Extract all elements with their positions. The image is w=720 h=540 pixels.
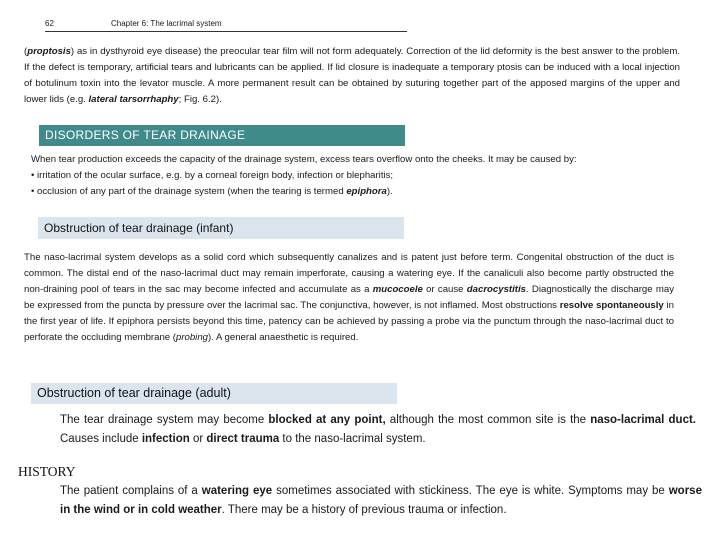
adult-text: although the most common site is the <box>385 414 591 426</box>
resolve-term: resolve spontaneously <box>559 300 664 311</box>
dacrocystitis-term: dacrocystitis <box>466 284 526 295</box>
infant-text: ). A general anaesthetic is required. <box>208 332 359 343</box>
drainage-intro-line: When tear production exceeds the capacity of the drainage system, excess tears overflow onto the cheeks. It may be caused by: <box>31 154 577 165</box>
bullet-text: • occlusion of any part of the drainage system (when the tearing is termed <box>31 186 347 197</box>
adult-paragraph <box>60 411 696 449</box>
epiphora-term: epiphora <box>346 186 387 197</box>
subheading-infant: Obstruction of tear drainage (infant) <box>38 217 404 239</box>
adult-text: to the naso-lacrimal system. <box>279 433 426 445</box>
proptosis-term: proptosis <box>27 46 71 57</box>
drainage-intro <box>31 152 691 200</box>
bullet-occlusion <box>31 184 691 200</box>
adult-text: Causes include <box>60 433 142 445</box>
intro-text: ( <box>24 46 28 57</box>
tarsorrhaphy-term: lateral tarsorrhaphy <box>88 94 179 105</box>
running-head <box>45 18 407 32</box>
history-text: The patient complains of a <box>60 485 202 497</box>
section-heading-disorders: DISORDERS OF TEAR DRAINAGE <box>39 125 405 146</box>
infant-text: . Diagnostically the discharge may be expressed from the puncta by pressure over the lacrimal sac. The conjunctiva, however, is not inflamed. Most obstructions <box>24 284 674 311</box>
history-heading: HISTORY <box>18 464 76 479</box>
infant-text: The naso-lacrimal system develops as a solid cord which subsequently canalizes and is patent just before term. Congenital obstruction of the duct is common. The distal end of the naso-lacrimal duct may remain imperforate, causing a watering eye. If the canaliculi also become partly obstructed the non-draining pool of tears in the sac may become infected and accumulate as a <box>24 252 674 295</box>
intro-text: ) as in dysthyroid eye disease) the preocular tear film will not form adequately. Correction of the lid deformity is the best answer to the problem. If the defect is temporary, artificial tears and lubricants can be applied. If lid closure is inadequate a temporary ptosis can be induced with a local injection of botulinum toxin into the levator muscle. A more permanent result can be obtained by suturing together part of the apposed margins of the upper and lower lids (e.g. <box>24 46 680 105</box>
infant-text: or cause <box>422 284 467 295</box>
infant-paragraph <box>24 250 674 346</box>
page-number: 62 <box>45 19 54 28</box>
blocked-term: blocked at any point, <box>268 414 386 426</box>
intro-text: ; Fig. 6.2). <box>178 94 222 105</box>
duct-term: naso-lacrimal duct. <box>590 414 696 426</box>
bullet-irritation: • irritation of the ocular surface, e.g. by a corneal foreign body, infection or blepharitis; <box>31 170 394 181</box>
adult-text: or <box>189 433 207 445</box>
bullet-text: ). <box>386 186 393 197</box>
history-text: . There may be a history of previous trauma or infection. <box>221 504 507 516</box>
mucocoele-term: mucocoele <box>372 284 423 295</box>
chapter-title: Chapter 6: The lacrimal system <box>111 19 222 28</box>
intro-paragraph <box>24 44 680 108</box>
subheading-adult: Obstruction of tear drainage (adult) <box>31 383 397 404</box>
infection-term: infection <box>141 433 190 445</box>
history-paragraph <box>60 482 702 520</box>
adult-text: The tear drainage system may become <box>60 414 269 426</box>
trauma-term: direct trauma <box>206 433 280 445</box>
worse-term: worse in the wind or in cold weather <box>60 485 702 516</box>
history-text: sometimes associated with stickiness. The eye is white. Symptoms may be <box>272 485 669 497</box>
probing-term: probing <box>175 332 208 343</box>
infant-text: in the first year of life. If epiphora persists beyond this time, patency can be achieved by passing a probe via the punctum through the naso-lacrimal duct to perforate the occluding membrane ( <box>24 300 674 343</box>
watering-eye-term: watering eye <box>201 485 273 497</box>
